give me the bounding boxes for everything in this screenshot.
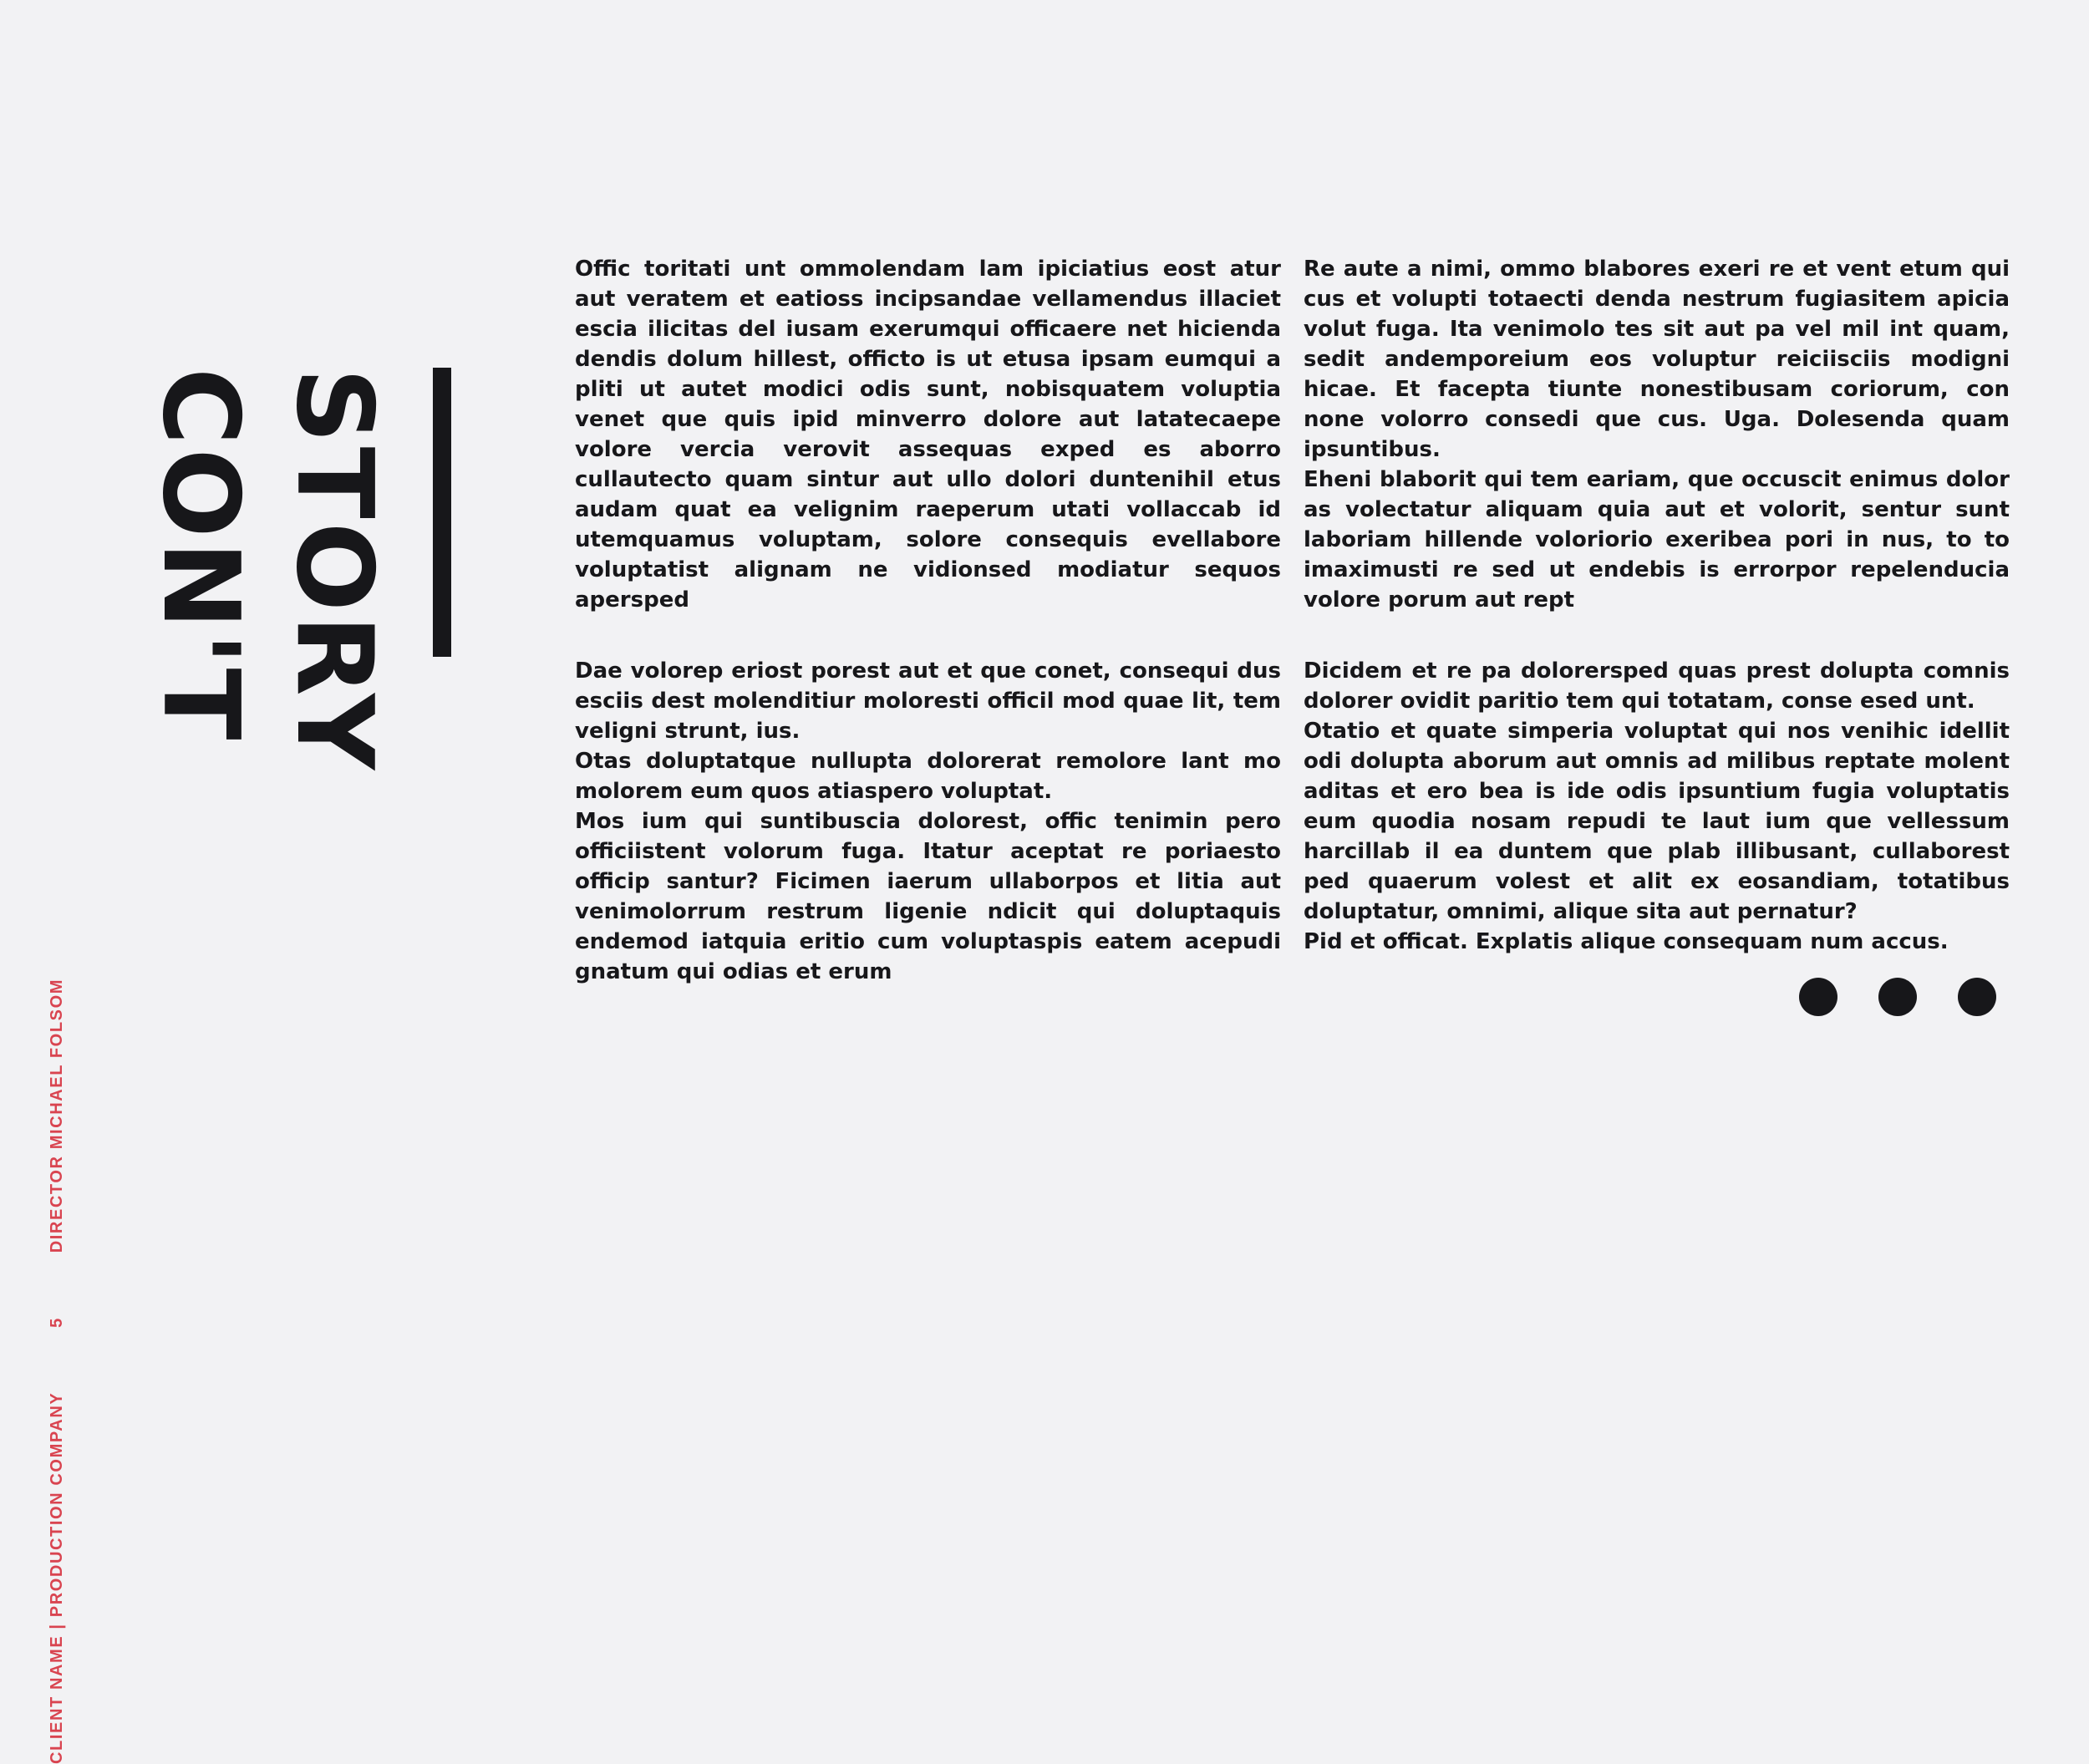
paragraph: Dicidem et re pa dolorersped quas prest dolupta comnis dolorer ovidit paritio tem qui totatam, conse esed unt. xyxy=(1304,658,2010,714)
pagination-dot[interactable] xyxy=(1799,978,1837,1016)
text-column-left xyxy=(575,254,1281,1028)
director-label: DIRECTOR MICHAEL FOLSOM xyxy=(47,979,66,1253)
page-number: 5 xyxy=(47,1317,66,1328)
paragraph: Offic toritati unt ommolendam lam ipiciatius eost atur aut veratem et eatioss incipsandae vellamendus illaciet escia ilicitas del iusam exerumqui officaere net hicienda dendis dolum hillest, officto is ut etusa ipsam eumqui a pliti ut autet modici odis sunt, nobisquatem voluptia venet que quis ipid minverro dolore aut latatecaepe volore vercia verovit assequas exped es aborro cullautecto quam sintur aut ullo dolori duntenihil etus audam quat ea velignim raeperum utati vollaccab id utemquamus voluptam, solore consequis evellabore voluptatist alignam ne vidionsed modiatur sequos apersped xyxy=(575,257,1281,613)
text-block xyxy=(1304,656,2010,957)
title-line-cont: CON'T xyxy=(140,368,262,744)
title-accent-bar xyxy=(433,368,451,657)
page-title xyxy=(140,368,401,785)
paragraph: Pid et officat. Explatis alique consequam num accus. xyxy=(1304,929,1949,954)
page-title-text xyxy=(140,368,401,785)
client-name-label: CLIENT NAME | PRODUCTION COMPANY xyxy=(47,1391,66,1764)
paragraph: Eheni blaborit qui tem eariam, que occuscit enimus dolor as volectatur aliquam quia aut et volorit, sentur sunt laboriam hillende voloriorio exeribea pori in nus, to to imaximusti re sed ut endebis is errorpor repelenducia volore porum aut rept xyxy=(1304,467,2010,613)
paragraph: Re aute a nimi, ommo blabores exeri re et vent etum qui cus et volupti totaecti denda nestrum fugiasitem apicia volut fuga. Ita venimolo tes sit aut pa vel mil int quam, sedit andemporeium eos voluptur reiciisciis modigni hicae. Et facepta tiunte nonestibusam coriorum, con none volorro consedi que cus. Uga. Dolesenda quam ipsuntibus. xyxy=(1304,257,2010,462)
text-block xyxy=(575,656,1281,987)
pagination-dots xyxy=(1799,978,1996,1016)
paragraph: Otas doluptatque nullupta dolorerat remolore lant mo molorem eum quos atiaspero voluptat. xyxy=(575,749,1281,804)
text-column-right xyxy=(1304,254,2010,998)
text-block xyxy=(1304,254,2010,615)
pagination-dot[interactable] xyxy=(1878,978,1917,1016)
paragraph: Otatio et quate simperia voluptat qui nos venihic idellit odi dolupta aborum aut omnis ad milibus reptate molent aditas et ero bea is ide odis ipsuntium fugia voluptatis eum quodia nosam repudi te laut ium que vellessum harcillab il ea duntem que plab illibusant, cullaborest ped quaerum volest et alit ex eosandiam, totatibus doluptatur, omnimi, alique sita aut pernatur? xyxy=(1304,719,2010,924)
pagination-dot[interactable] xyxy=(1958,978,1996,1016)
sidebar-info-text xyxy=(47,979,67,1764)
paragraph: Dae volorep eriost porest aut et que conet, consequi dus esciis dest molenditiur moloresti officil mod quae lit, tem veligni strunt, ius. xyxy=(575,658,1281,744)
text-block xyxy=(575,254,1281,615)
title-line-story: STORY xyxy=(273,368,396,774)
paragraph: Mos ium qui suntibuscia dolorest, offic tenimin pero officiistent volorum fuga. Itatur aceptat re poriaesto officip santur? Ficimen iaerum ullaborpos et litia aut venimolorrum restrum ligenie ndicit qui doluptaquis endemod iatquia eritio cum voluptaspis eatem acepudi gnatum qui odias et erum xyxy=(575,809,1281,984)
